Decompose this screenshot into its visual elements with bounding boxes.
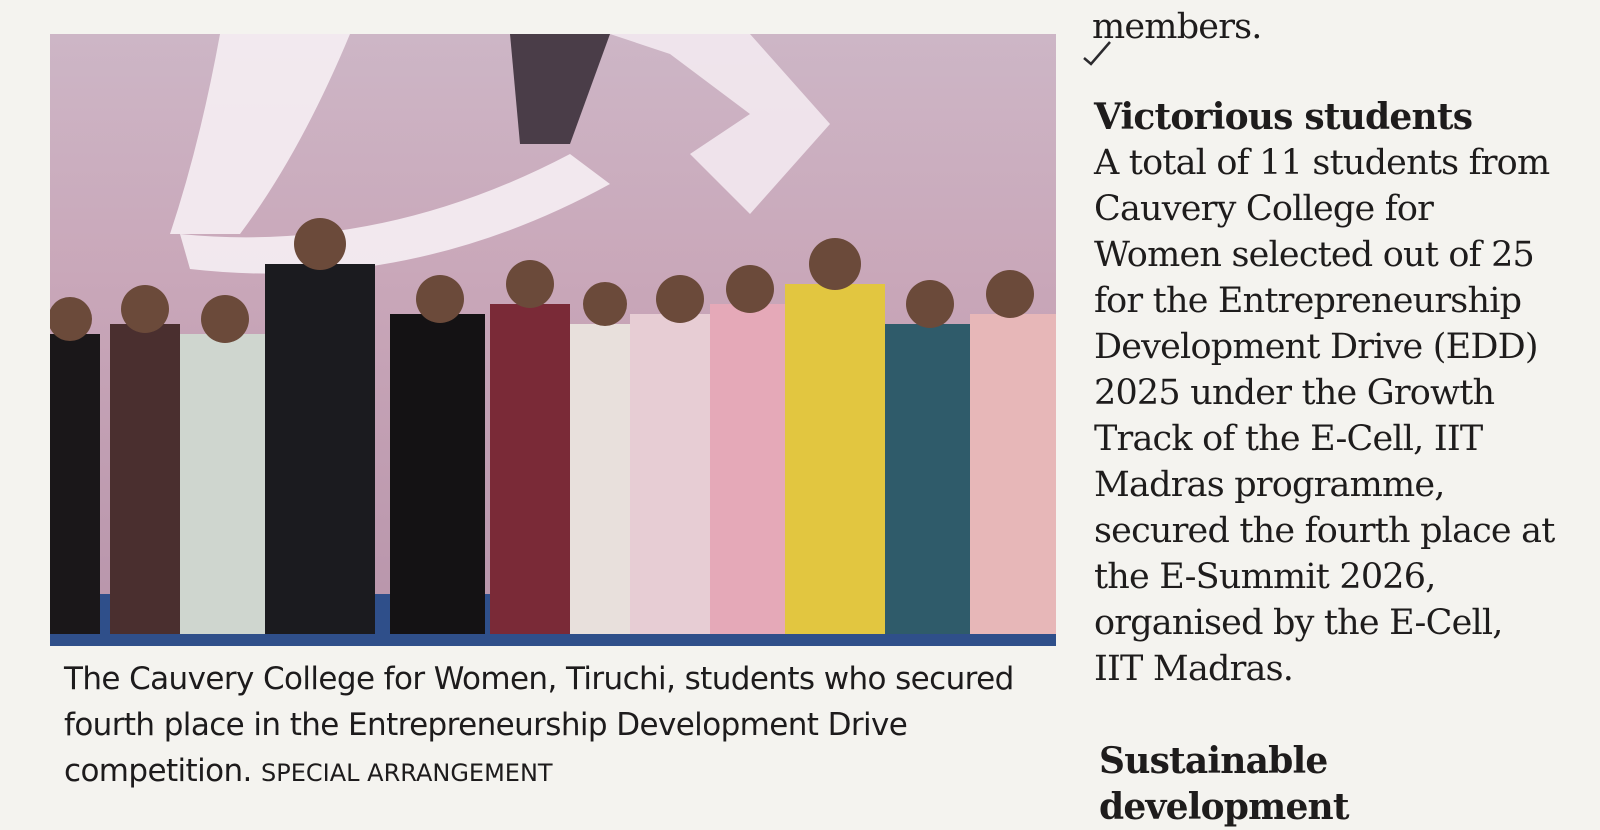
caption-line: The Cauvery College for Women, Tiruchi, students who secured [64, 661, 1014, 697]
body-line: Development Drive (EDD) [1094, 327, 1538, 367]
body-line: Track of the E-Cell, IIT [1094, 419, 1483, 459]
section-sustainable-development [1099, 738, 1349, 830]
caption-line [64, 748, 1064, 796]
photo-caption [64, 656, 1064, 796]
body-line: IIT Madras. [1094, 649, 1294, 689]
body-line: Cauvery College for [1094, 189, 1434, 229]
body-line: 2025 under the Growth [1094, 373, 1495, 413]
body-line: secured the fourth place at [1094, 511, 1555, 551]
section-victorious-students [1094, 94, 1555, 692]
section-heading: Victorious students [1094, 96, 1473, 138]
previous-paragraph-end: members. [1092, 7, 1262, 47]
body-line: the E-Summit 2026, [1094, 557, 1436, 597]
photo-credit: SPECIAL ARRANGEMENT [261, 759, 553, 787]
caption-line: fourth place in the Entrepreneurship Development Drive [64, 707, 908, 743]
caption-line-end: competition. [64, 753, 252, 789]
body-line: Madras programme, [1094, 465, 1445, 505]
body-line: for the Entrepreneurship [1094, 281, 1522, 321]
group-photo [50, 34, 1056, 646]
body-line: A total of 11 students from [1094, 143, 1550, 183]
section-heading-cut: development [1099, 786, 1349, 828]
group-photo-image [50, 34, 1056, 646]
body-line: Women selected out of 25 [1094, 235, 1535, 275]
section-heading: Sustainable [1099, 740, 1328, 782]
body-line: organised by the E-Cell, [1094, 603, 1503, 643]
